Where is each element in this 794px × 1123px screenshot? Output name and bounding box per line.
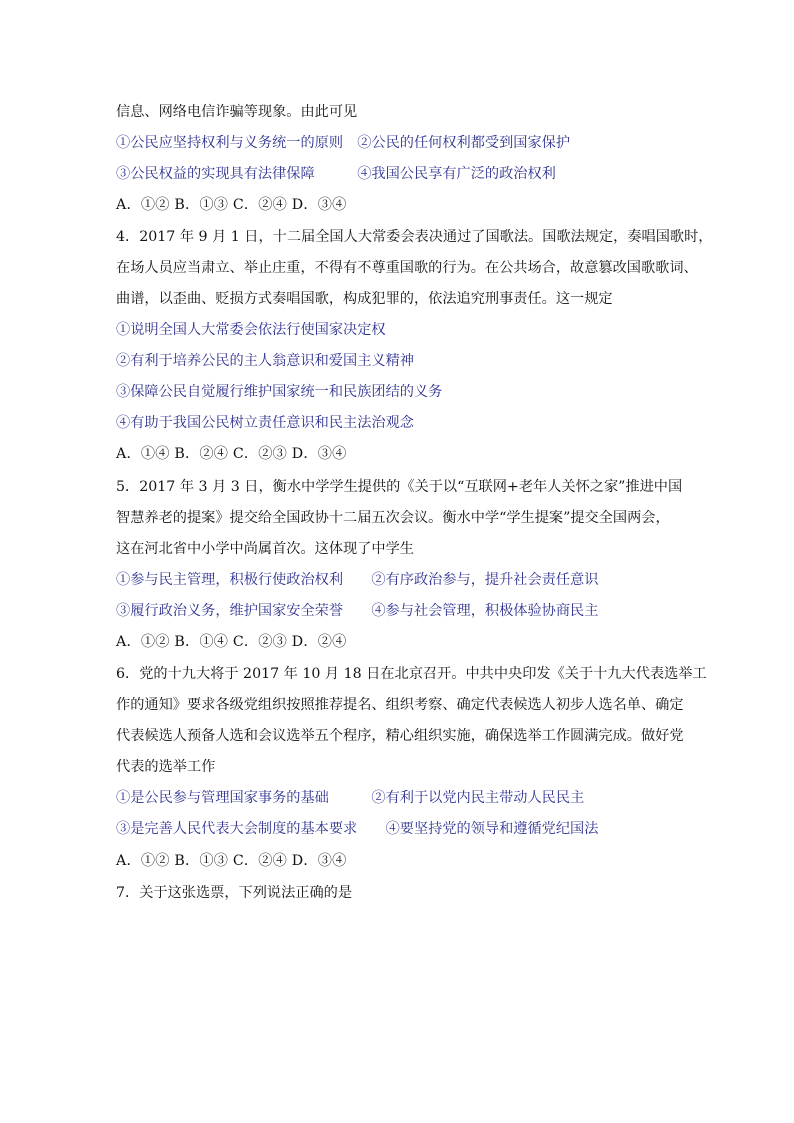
q6-option-line-1: ①是公民参与管理国家事务的基础 ②有利于以党内民主带动人民民主 [116,790,585,806]
q6-stem-line-2: 作的通知》要求各级党组织按照推荐提名、组织考察、确定代表候选人初步人选名单、确定 [116,697,684,713]
q4-stem-line-3: 曲谱，以歪曲、贬损方式奏唱国歌，构成犯罪的，依法追究刑事责任。这一规定 [116,291,613,307]
q4-option-4: ④有助于我国公民树立责任意识和民主法治观念 [116,415,414,431]
q5-answer-choices: A．①② B．①④ C．②③ D．②④ [116,634,347,650]
q6-option-line-2: ③是完善人民代表大会制度的基本要求 ④要坚持党的领导和遵循党纪国法 [116,821,599,837]
q7-stem: 7．关于这张选票，下列说法正确的是 [116,885,353,901]
q5-option-line-1: ①参与民主管理，积极行使政治权利 ②有序政治参与，提升社会责任意识 [116,572,599,588]
q4-option-2: ②有利于培养公民的主人翁意识和爱国主义精神 [116,353,414,369]
q6-stem-line-3: 代表候选人预备人选和会议选举五个程序，精心组织实施，确保选举工作圆满完成。做好党 [116,728,684,744]
q6-stem-line-4: 代表的选举工作 [116,759,216,775]
q6-answer-choices: A．①② B．①③ C．②④ D．③④ [116,853,347,869]
q5-stem-line-2: 智慧养老的提案》提交给全国政协十二届五次会议。衡水中学“学生提案”提交全国两会， [116,510,670,526]
q6-stem-line-1: 6．党的十九大将于 2017 年 10 月 18 日在北京召开。中共中央印发《关于十九大代表选举工 [116,666,707,682]
q3-stem-tail: 信息、网络电信诈骗等现象。由此可见 [116,104,358,120]
q3-option-line-2: ③公民权益的实现具有法律保障 ④我国公民享有广泛的政治权利 [116,166,556,182]
q3-answer-choices: A．①② B．①③ C．②④ D．③④ [116,197,347,213]
q4-stem-line-1: 4．2017 年 9 月 1 日，十二届全国人大常委会表决通过了国歌法。国歌法规定，奏唱国歌时， [116,229,713,245]
q5-stem-line-3: 这在河北省中小学中尚属首次。这体现了中学生 [116,541,414,557]
q3-option-line-1: ①公民应坚持权利与义务统一的原则 ②公民的任何权利都受到国家保护 [116,135,571,151]
q4-stem-line-2: 在场人员应当肃立、举止庄重，不得有不尊重国歌的行为。在公共场合，故意篡改国歌歌词、 [116,260,698,276]
q4-option-3: ③保障公民自觉履行维护国家统一和民族团结的义务 [116,384,443,400]
q5-option-line-2: ③履行政治义务，维护国家安全荣誉 ④参与社会管理，积极体验协商民主 [116,603,599,619]
q5-stem-line-1: 5．2017 年 3 月 3 日，衡水中学学生提供的《关于以“互联网+老年人关怀之家”推进中国 [116,479,683,495]
q4-answer-choices: A．①④ B．②④ C．②③ D．③④ [116,446,347,462]
q4-option-1: ①说明全国人大常委会依法行使国家决定权 [116,322,386,338]
